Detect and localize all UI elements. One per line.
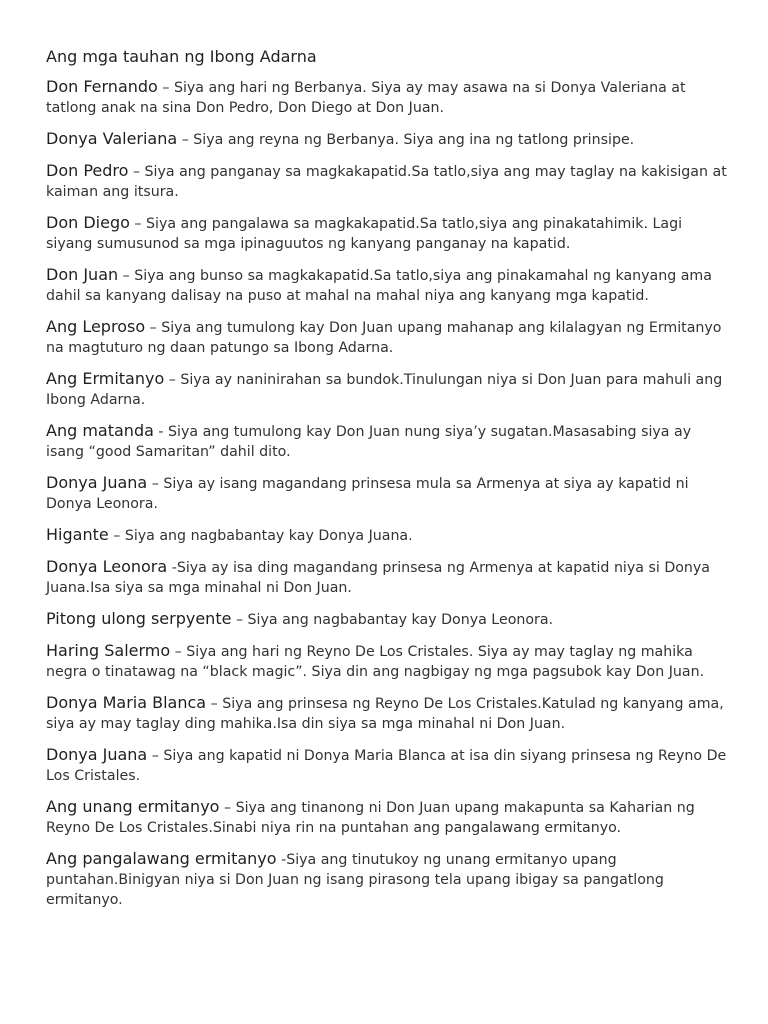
- character-description: -Siya ang tinutukoy ng unang ermitanyo upang puntahan.Binigyan niya si Don Juan ng isang pirasong tela upang ibigay sa pangatlong ermitanyo.: [46, 852, 664, 908]
- character-description: - Siya ang tumulong kay Don Juan nung siya’y sugatan.Masasabing siya ay isang “good Samaritan” dahil dito.: [46, 424, 692, 460]
- character-description: – Siya ang bunso sa magkakapatid.Sa tatlo,siya ang pinakamahal ng kanyang ama dahil sa kanyang dalisay na puso at mahal na mahal niya ang kanyang mga kapatid.: [46, 268, 712, 304]
- character-entry: [46, 641, 728, 682]
- character-name: Ang matanda: [46, 421, 154, 440]
- character-entry: [46, 265, 728, 306]
- character-entry: [46, 473, 728, 514]
- character-name: Donya Juana: [46, 745, 148, 764]
- character-entry: [46, 525, 728, 546]
- character-entry: [46, 557, 728, 598]
- character-description: – Siya ang tinanong ni Don Juan upang makapunta sa Kaharian ng Reyno De Los Cristales.Sinabi niya rin na puntahan ang pangalawang ermitanyo.: [46, 800, 695, 836]
- character-description: – Siya ang kapatid ni Donya Maria Blanca at isa din siyang prinsesa ng Reyno De Los Cristales.: [46, 748, 727, 784]
- character-name: Ang Ermitanyo: [46, 369, 165, 388]
- character-name: Donya Juana: [46, 473, 148, 492]
- character-entry: [46, 609, 728, 630]
- character-description: – Siya ang prinsesa ng Reyno De Los Cristales.Katulad ng kanyang ama, siya ay may taglay ding mahika.Isa din siya sa mga minahal ni Don Juan.: [46, 696, 724, 732]
- character-entry: [46, 213, 728, 254]
- character-entry: [46, 161, 728, 202]
- character-name: Don Pedro: [46, 161, 129, 180]
- character-name: Don Fernando: [46, 77, 158, 96]
- character-name: Haring Salermo: [46, 641, 171, 660]
- character-entry: [46, 77, 728, 118]
- character-entry: [46, 849, 728, 910]
- character-description: – Siya ang panganay sa magkakapatid.Sa tatlo,siya ang may taglay na kakisigan at kaiman ang itsura.: [46, 164, 727, 200]
- character-name: Ang pangalawang ermitanyo: [46, 849, 277, 868]
- character-name: Don Juan: [46, 265, 119, 284]
- character-name: Pitong ulong serpyente: [46, 609, 232, 628]
- character-name: Higante: [46, 525, 109, 544]
- character-name: Donya Maria Blanca: [46, 693, 207, 712]
- character-description: – Siya ay naninirahan sa bundok.Tinulungan niya si Don Juan para mahuli ang Ibong Adarna.: [46, 372, 723, 408]
- character-name: Don Diego: [46, 213, 130, 232]
- character-entry: [46, 369, 728, 410]
- character-list: [46, 77, 728, 910]
- character-entry: [46, 693, 728, 734]
- character-description: – Siya ang hari ng Berbanya. Siya ay may asawa na si Donya Valeriana at tatlong anak na sina Don Pedro, Don Diego at Don Juan.: [46, 80, 686, 116]
- character-description: – Siya ang reyna ng Berbanya. Siya ang ina ng tatlong prinsipe.: [177, 132, 635, 148]
- character-description: – Siya ay isang magandang prinsesa mula sa Armenya at siya ay kapatid ni Donya Leonora.: [46, 476, 689, 512]
- character-entry: [46, 745, 728, 786]
- character-entry: [46, 421, 728, 462]
- character-description: – Siya ang nagbabantay kay Donya Leonora.: [231, 612, 554, 628]
- character-name: Ang unang ermitanyo: [46, 797, 220, 816]
- character-description: – Siya ang hari ng Reyno De Los Cristales. Siya ay may taglay ng mahika negra o tinatawag na “black magic”. Siya din ang nagbigay ng mga pagsubok kay Don Juan.: [46, 644, 705, 680]
- character-name: Donya Leonora: [46, 557, 168, 576]
- character-entry: [46, 129, 728, 150]
- character-description: – Siya ang tumulong kay Don Juan upang mahanap ang kilalagyan ng Ermitanyo na magtuturo ng daan patungo sa Ibong Adarna.: [46, 320, 722, 356]
- character-description: -Siya ay isa ding magandang prinsesa ng Armenya at kapatid niya si Donya Juana.Isa siya sa mga minahal ni Don Juan.: [46, 560, 711, 596]
- document-title: Ang mga tauhan ng Ibong Adarna: [46, 47, 317, 66]
- character-description: – Siya ang pangalawa sa magkakapatid.Sa tatlo,siya ang pinakatahimik. Lagi siyang sumusunod sa mga ipinaguutos ng kanyang panganay na kapatid.: [46, 216, 683, 252]
- character-description: – Siya ang nagbabantay kay Donya Juana.: [108, 528, 413, 544]
- character-entry: [46, 797, 728, 838]
- character-name: Donya Valeriana: [46, 129, 178, 148]
- character-entry: [46, 317, 728, 358]
- character-name: Ang Leproso: [46, 317, 146, 336]
